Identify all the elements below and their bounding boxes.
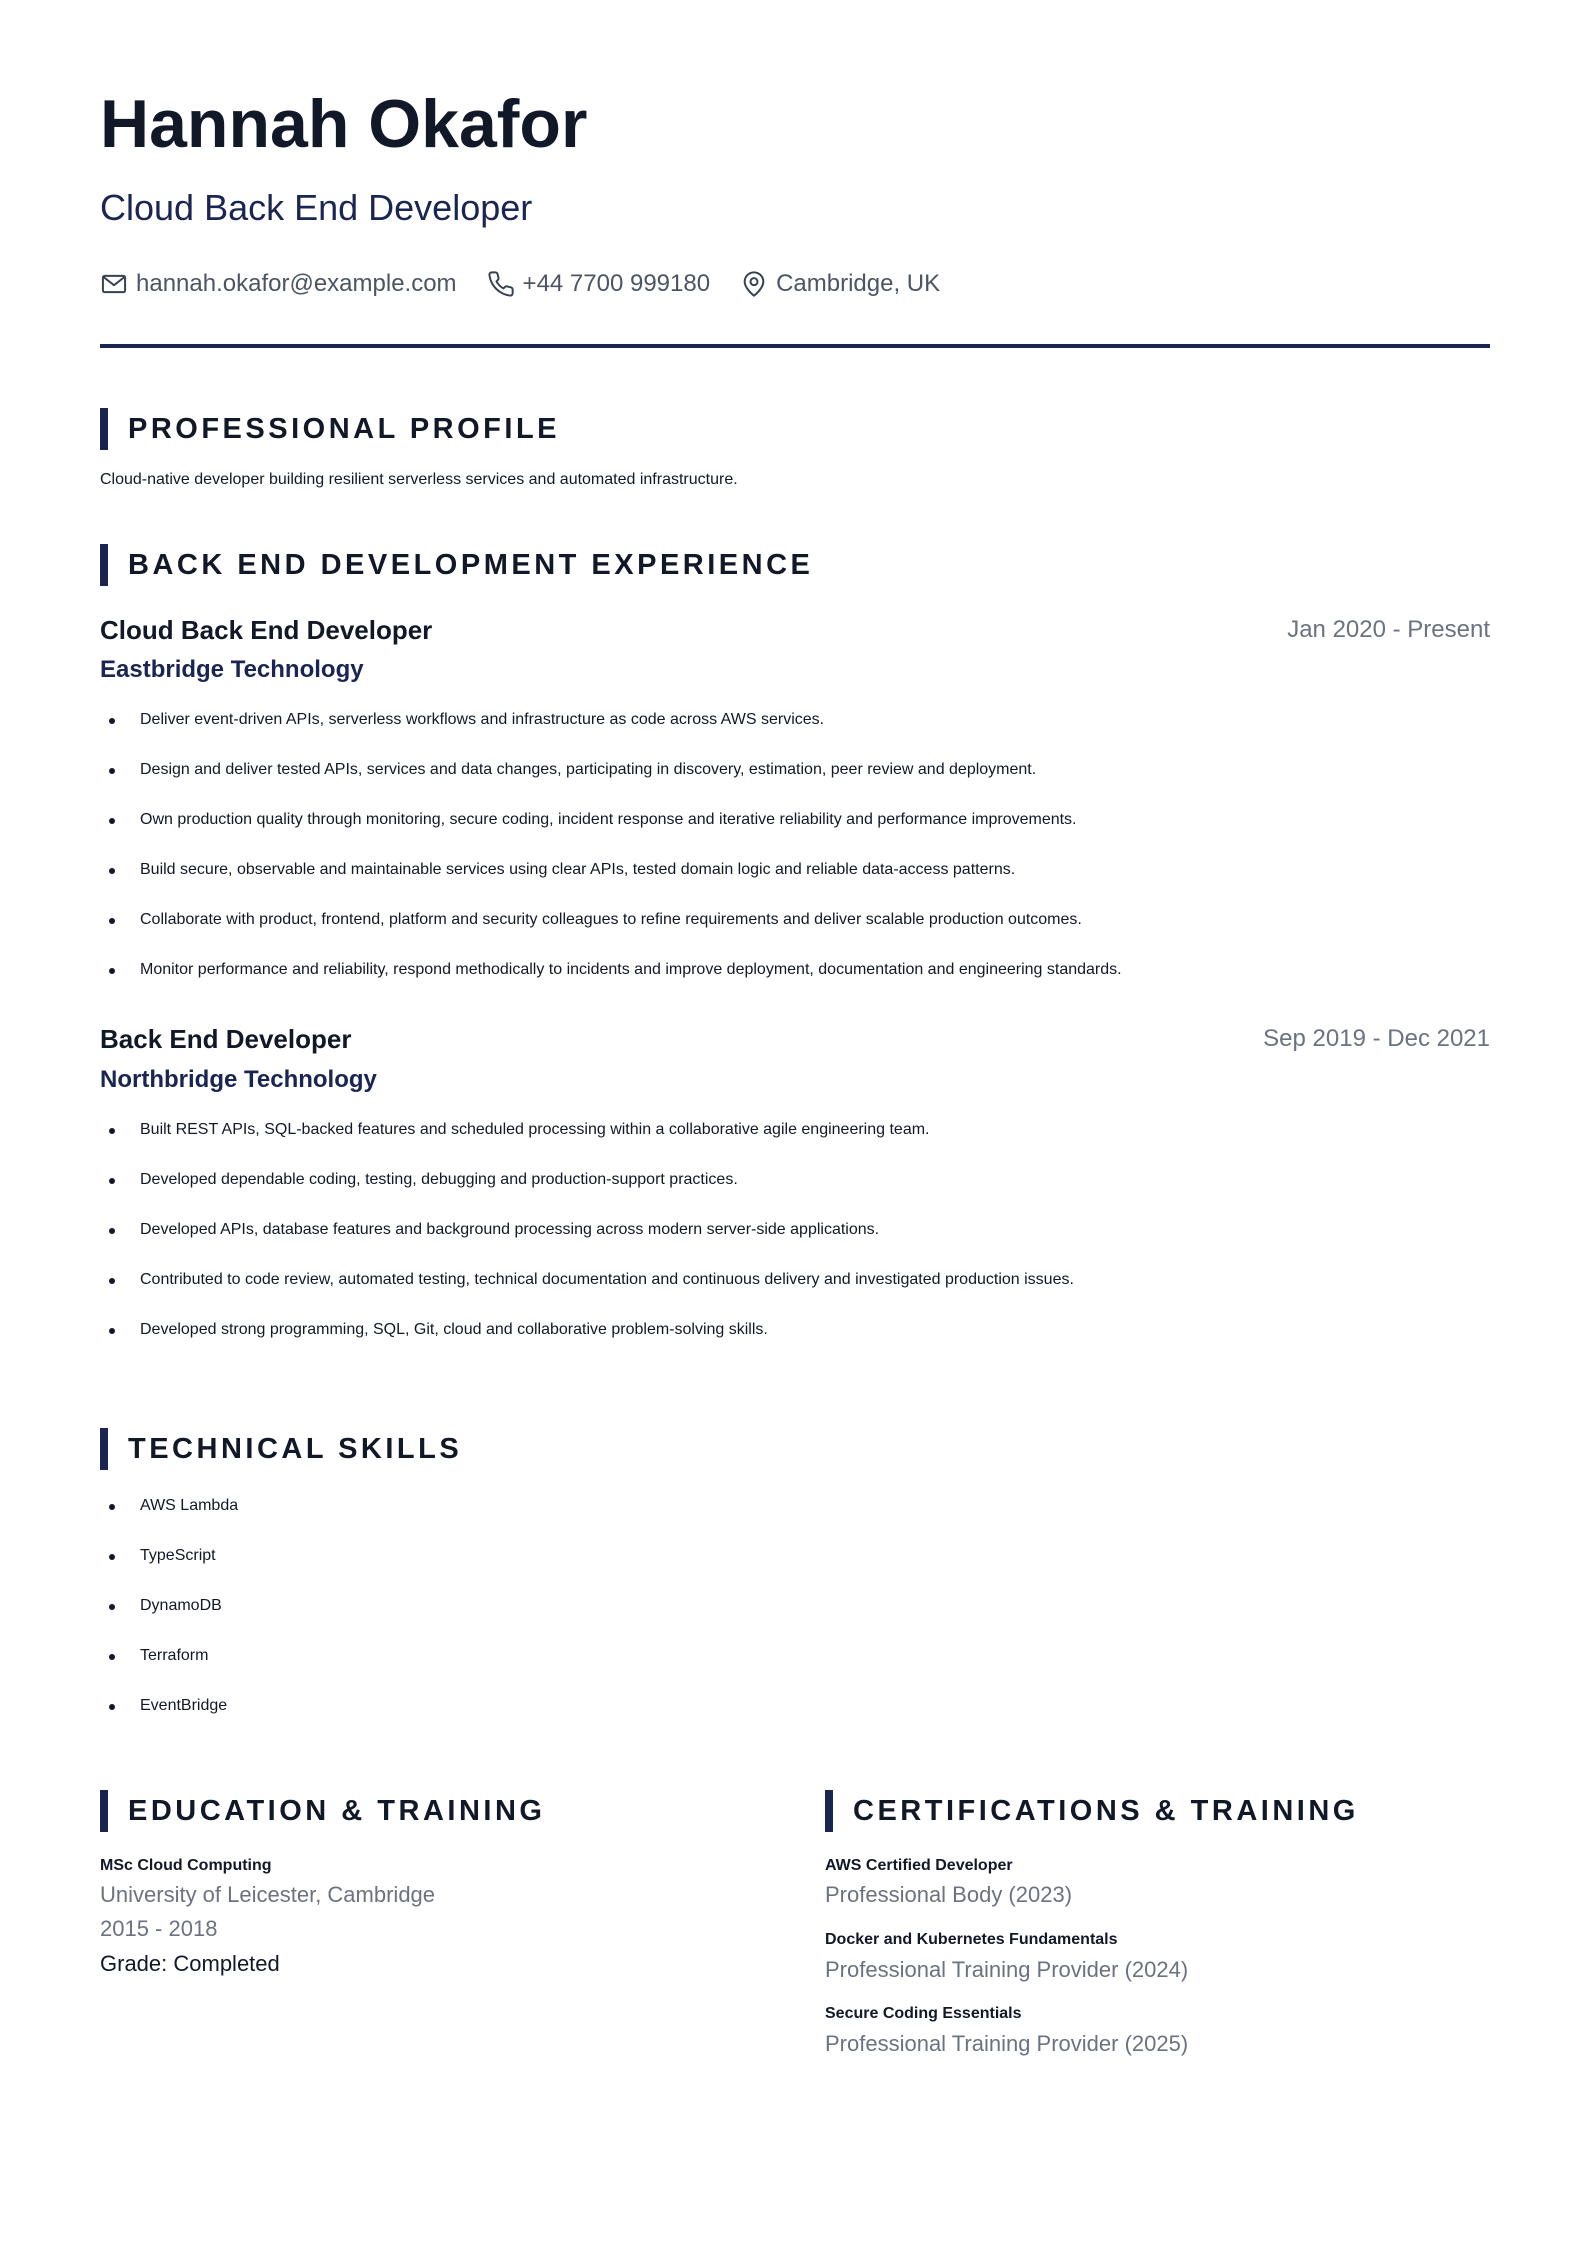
job-company: Eastbridge Technology: [100, 656, 364, 683]
job-bullet: Deliver event-driven APIs, serverless workflows and infrastructure as code across AWS services.: [100, 710, 1122, 760]
skills-list: [100, 1496, 238, 1746]
certification-issuer: Professional Training Provider (2024): [825, 1957, 1189, 1982]
job-bullet: Own production quality through monitoring, secure coding, incident response and iterative reliability and performance improvements.: [100, 810, 1122, 860]
section-accent-bar: [100, 408, 108, 450]
contact-phone-text: +44 7700 999180: [522, 270, 711, 297]
mail-icon: [100, 270, 128, 298]
profile-summary: Cloud-native developer building resilient serverless services and automated infrastructure.: [100, 471, 738, 488]
education-degree: MSc Cloud Computing: [100, 1857, 272, 1874]
contact-location: [740, 270, 940, 298]
section-accent-bar: [100, 544, 108, 586]
section-title-education: EDUCATION & TRAINING: [128, 1794, 546, 1827]
section-heading-profile: [100, 408, 560, 450]
contact-email[interactable]: [100, 270, 457, 298]
job-title: Back End Developer: [100, 1024, 352, 1054]
certification-name: Docker and Kubernetes Fundamentals: [825, 1931, 1118, 1948]
phone-icon: [487, 270, 515, 298]
section-title-skills: TECHNICAL SKILLS: [128, 1432, 463, 1465]
skill-item: DynamoDB: [100, 1596, 238, 1646]
section-heading-education: [100, 1790, 545, 1832]
candidate-title: Cloud Back End Developer: [100, 187, 533, 228]
certification-issuer: Professional Training Provider (2025): [825, 2031, 1189, 2056]
certification-issuer: Professional Body (2023): [825, 1882, 1073, 1907]
contact-location-text: Cambridge, UK: [776, 270, 941, 297]
job-bullets: [100, 1120, 1074, 1370]
job-bullet: Build secure, observable and maintainable services using clear APIs, tested domain logic and reliable data-access patterns.: [100, 860, 1122, 910]
section-title-experience: BACK END DEVELOPMENT EXPERIENCE: [128, 548, 814, 581]
contact-email-text: hannah.okafor@example.com: [136, 270, 457, 297]
job-dates: Sep 2019 - Dec 2021: [1263, 1025, 1490, 1052]
job-company: Northbridge Technology: [100, 1066, 377, 1093]
section-title-profile: PROFESSIONAL PROFILE: [128, 412, 561, 445]
section-accent-bar: [100, 1428, 108, 1470]
certification-name: Secure Coding Essentials: [825, 2005, 1022, 2022]
job-dates: Jan 2020 - Present: [1287, 616, 1490, 643]
location-pin-icon: [740, 270, 768, 298]
contact-bar: [100, 270, 970, 298]
section-title-certifications: CERTIFICATIONS & TRAINING: [853, 1794, 1359, 1827]
contact-phone[interactable]: [487, 270, 711, 298]
section-heading-experience: [100, 544, 813, 586]
job-bullet: Developed APIs, database features and background processing across modern server-side applications.: [100, 1220, 1074, 1270]
section-accent-bar: [100, 1790, 108, 1832]
education-grade: Grade: Completed: [100, 1951, 280, 1976]
certification-name: AWS Certified Developer: [825, 1857, 1013, 1874]
job-bullet: Developed strong programming, SQL, Git, cloud and collaborative problem-solving skills.: [100, 1320, 1074, 1370]
skill-item: TypeScript: [100, 1546, 238, 1596]
skill-item: EventBridge: [100, 1696, 238, 1746]
job-bullet: Developed dependable coding, testing, debugging and production-support practices.: [100, 1170, 1074, 1220]
job-bullets: [100, 710, 1122, 1010]
section-accent-bar: [825, 1790, 833, 1832]
job-bullet: Design and deliver tested APIs, services and data changes, participating in discovery, estimation, peer review and deployment.: [100, 760, 1122, 810]
education-institution: University of Leicester, Cambridge: [100, 1882, 436, 1907]
section-heading-certifications: [825, 1790, 1359, 1832]
job-bullet: Built REST APIs, SQL-backed features and scheduled processing within a collaborative agile engineering team.: [100, 1120, 1074, 1170]
job-bullet: Collaborate with product, frontend, platform and security colleagues to refine requirements and deliver scalable production outcomes.: [100, 910, 1122, 960]
job-bullet: Monitor performance and reliability, respond methodically to incidents and improve deployment, documentation and engineering standards.: [100, 960, 1122, 1010]
skill-item: Terraform: [100, 1646, 238, 1696]
section-heading-skills: [100, 1428, 462, 1470]
header-divider: [100, 344, 1490, 348]
candidate-name: Hannah Okafor: [100, 86, 588, 162]
job-bullet: Contributed to code review, automated testing, technical documentation and continuous delivery and investigated production issues.: [100, 1270, 1074, 1320]
job-title: Cloud Back End Developer: [100, 615, 433, 645]
skill-item: AWS Lambda: [100, 1496, 238, 1546]
education-years: 2015 - 2018: [100, 1916, 218, 1941]
